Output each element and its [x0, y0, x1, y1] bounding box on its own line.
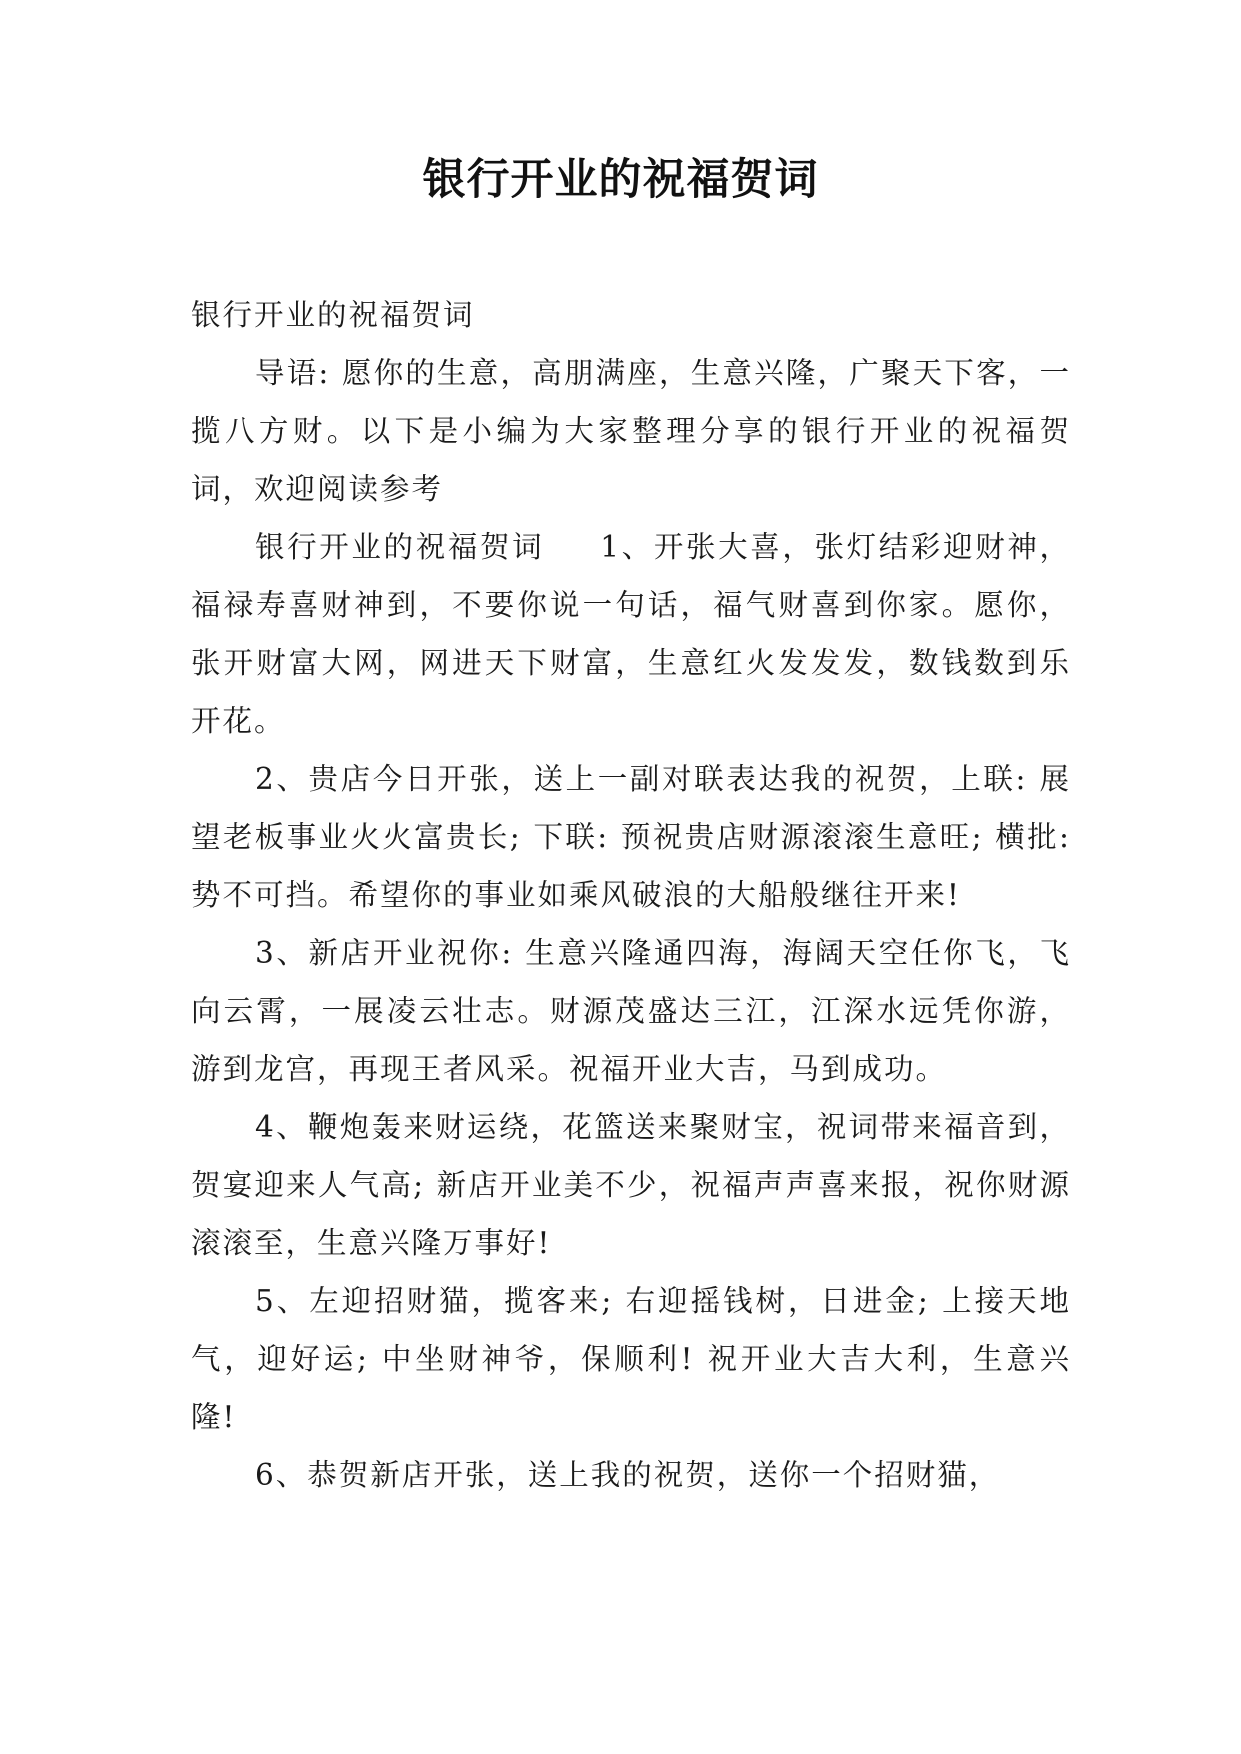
paragraph-1 [191, 518, 1071, 750]
document-title: 银行开业的祝福贺词 [422, 155, 819, 205]
paragraph-6: 6、恭贺新店开张，送上我的祝贺，送你一个招财猫， [255, 1458, 1001, 1492]
intro-paragraph: 导语: 愿你的生意，高朋满座，生意兴隆，广聚天下客，一揽八方财。以下是小编为大家整理分享的银行开业的祝福贺词，欢迎阅读参考 [191, 356, 1071, 506]
paragraph-3: 3、新店开业祝你: 生意兴隆通四海，海阔天空任你飞，飞向云霄，一展凌云壮志。财源茂盛达三江，江深水远凭你游，游到龙宫，再现王者风采。祝福开业大吉，马到成功。 [191, 936, 1071, 1086]
paragraph-2: 2、贵店今日开张，送上一副对联表达我的祝贺，上联: 展望老板事业火火富贵长; 下联: 预祝贵店财源滚滚生意旺; 横批: 势不可挡。希望你的事业如乘风破浪的大船般继往开来! [191, 762, 1071, 912]
section-heading: 银行开业的祝福贺词 [255, 530, 545, 564]
paragraph-5: 5、左迎招财猫，揽客来; 右迎摇钱树，日进金; 上接天地气，迎好运; 中坐财神爷，保顺利! 祝开业大吉大利，生意兴隆! [191, 1284, 1071, 1434]
paragraph-4: 4、鞭炮轰来财运绕，花篮送来聚财宝，祝词带来福音到，贺宴迎来人气高; 新店开业美不少，祝福声声喜来报，祝你财源滚滚至，生意兴隆万事好! [191, 1110, 1071, 1260]
document-subtitle: 银行开业的祝福贺词 [191, 298, 475, 332]
paragraph-1-text: 1、开张大喜，张灯结彩迎财神，福禄寿喜财神到，不要你说一句话，福气财喜到你家。愿你，张开财富大网，网进天下财富，生意红火发发发，数钱数到乐开花。 [191, 530, 1071, 738]
document-body [191, 286, 1071, 1504]
